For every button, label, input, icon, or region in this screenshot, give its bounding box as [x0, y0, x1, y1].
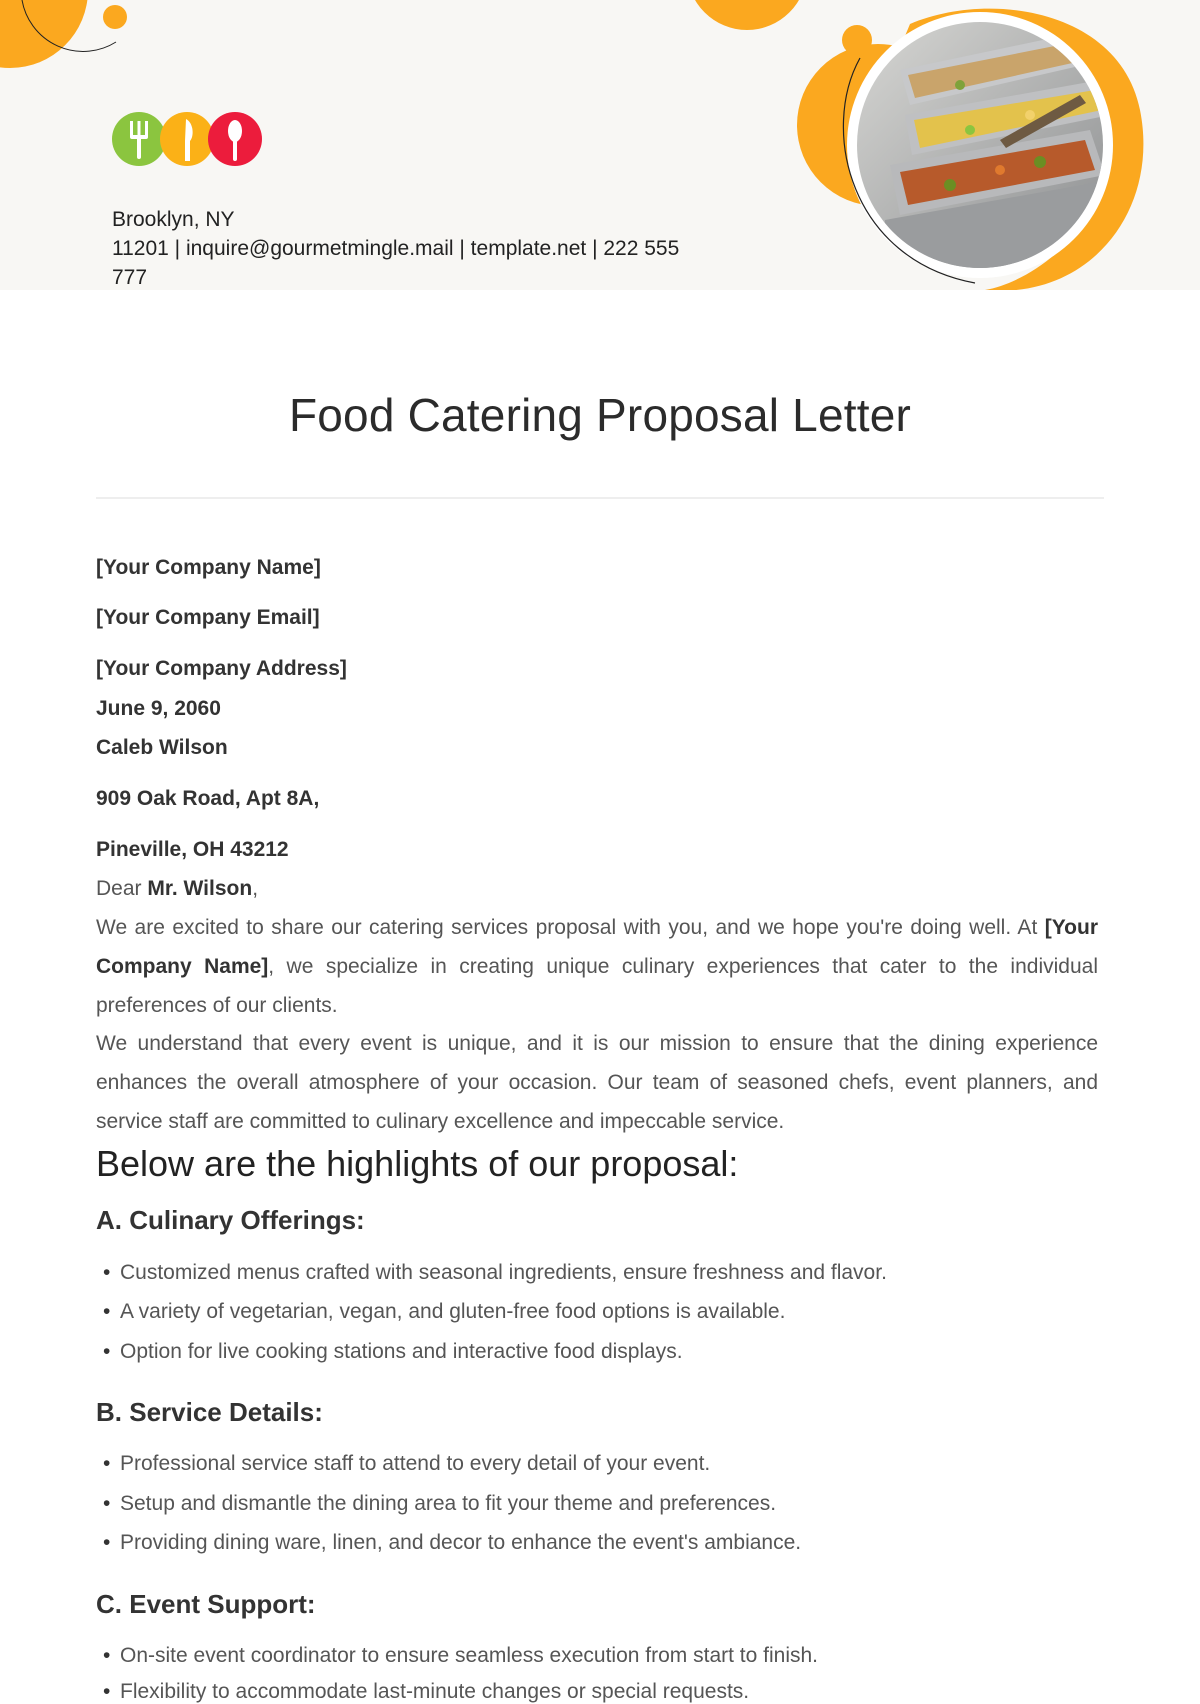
list-item-text: A variety of vegetarian, vegan, and gluten-free food options is available. — [120, 1300, 786, 1323]
bullet-icon: • — [103, 1261, 111, 1284]
recipient-address-line1: 909 Oak Road, Apt 8A, — [96, 787, 320, 810]
letterhead — [0, 0, 1200, 290]
list-item-text: Providing dining ware, linen, and decor to enhance the event's ambiance. — [120, 1531, 802, 1554]
sender-company-name: [Your Company Name] — [96, 556, 321, 579]
salutation-name: Mr. Wilson — [147, 877, 253, 900]
list-item — [103, 1492, 776, 1516]
bullet-icon: • — [103, 1680, 111, 1703]
list-item-text: Flexibility to accommodate last-minute changes or special requests. — [120, 1680, 750, 1703]
fork-knife-spoon-logo-icon — [112, 109, 262, 169]
list-item — [103, 1261, 887, 1285]
bullet-icon: • — [103, 1492, 111, 1515]
recipient-name: Caleb Wilson — [96, 736, 228, 759]
contact-details: 11201 | inquire@gourmetmingle.mail | template.net | 222 555 — [112, 237, 680, 260]
list-item — [103, 1452, 710, 1476]
sender-company-address: [Your Company Address] — [96, 657, 347, 680]
salutation-prefix: Dear — [96, 877, 148, 900]
bullet-icon: • — [103, 1644, 111, 1667]
top-orange-circle — [687, 0, 807, 30]
contact-info — [112, 205, 772, 290]
letter-date: June 9, 2060 — [96, 697, 221, 720]
contact-city: Brooklyn, NY — [112, 208, 235, 231]
list-item — [103, 1340, 683, 1364]
intro-paragraph — [96, 908, 1098, 1025]
bullet-icon: • — [103, 1340, 111, 1363]
bullet-icon: • — [103, 1300, 111, 1323]
section-heading-culinary: A. Culinary Offerings: — [96, 1205, 365, 1235]
intro-text-end: , we specialize in creating unique culinary experiences that cater to the individual preferences of our clients. — [96, 955, 1098, 1017]
title-divider — [96, 497, 1104, 499]
small-orange-dot — [103, 5, 127, 29]
contact-phone-tail: 777 — [112, 266, 148, 289]
salutation — [96, 877, 258, 901]
list-item-text: Setup and dismantle the dining area to fit your theme and preferences. — [120, 1492, 777, 1515]
sender-company-email: [Your Company Email] — [96, 606, 320, 629]
list-item — [103, 1531, 801, 1555]
bullet-icon: • — [103, 1531, 111, 1554]
document-title: Food Catering Proposal Letter — [288, 389, 912, 441]
recipient-address-line2: Pineville, OH 43212 — [96, 838, 289, 861]
catering-photo — [790, 0, 1200, 290]
list-item — [103, 1300, 785, 1324]
list-item-text: Customized menus crafted with seasonal ingredients, ensure freshness and flavor. — [120, 1261, 887, 1284]
corner-orange-circle — [0, 0, 88, 68]
list-item — [103, 1644, 818, 1668]
salutation-suffix: , — [252, 877, 259, 900]
intro-company-name: [Your Company Name] — [96, 916, 1098, 978]
photo-orange-dot — [842, 25, 872, 55]
list-item-text: Option for live cooking stations and interactive food displays. — [120, 1340, 683, 1363]
intro-text-start: We are excited to share our catering services proposal with you, and we hope you're doing well. At — [96, 916, 1045, 939]
list-item-text: On-site event coordinator to ensure seamless execution from start to finish. — [120, 1644, 818, 1667]
section-heading-event-support: C. Event Support: — [96, 1589, 316, 1619]
list-item — [103, 1680, 749, 1704]
mission-paragraph: We understand that every event is unique, and it is our mission to ensure that the dining experience enhances the overall atmosphere of your occasion. Our team of seasoned chefs, event planners, and service staff are committed to culinary excellence and impeccable service. — [96, 1032, 1098, 1133]
bullet-icon: • — [103, 1452, 111, 1475]
highlights-heading: Below are the highlights of our proposal: — [96, 1143, 739, 1184]
section-heading-service: B. Service Details: — [96, 1397, 323, 1427]
list-item-text: Professional service staff to attend to every detail of your event. — [120, 1452, 711, 1475]
